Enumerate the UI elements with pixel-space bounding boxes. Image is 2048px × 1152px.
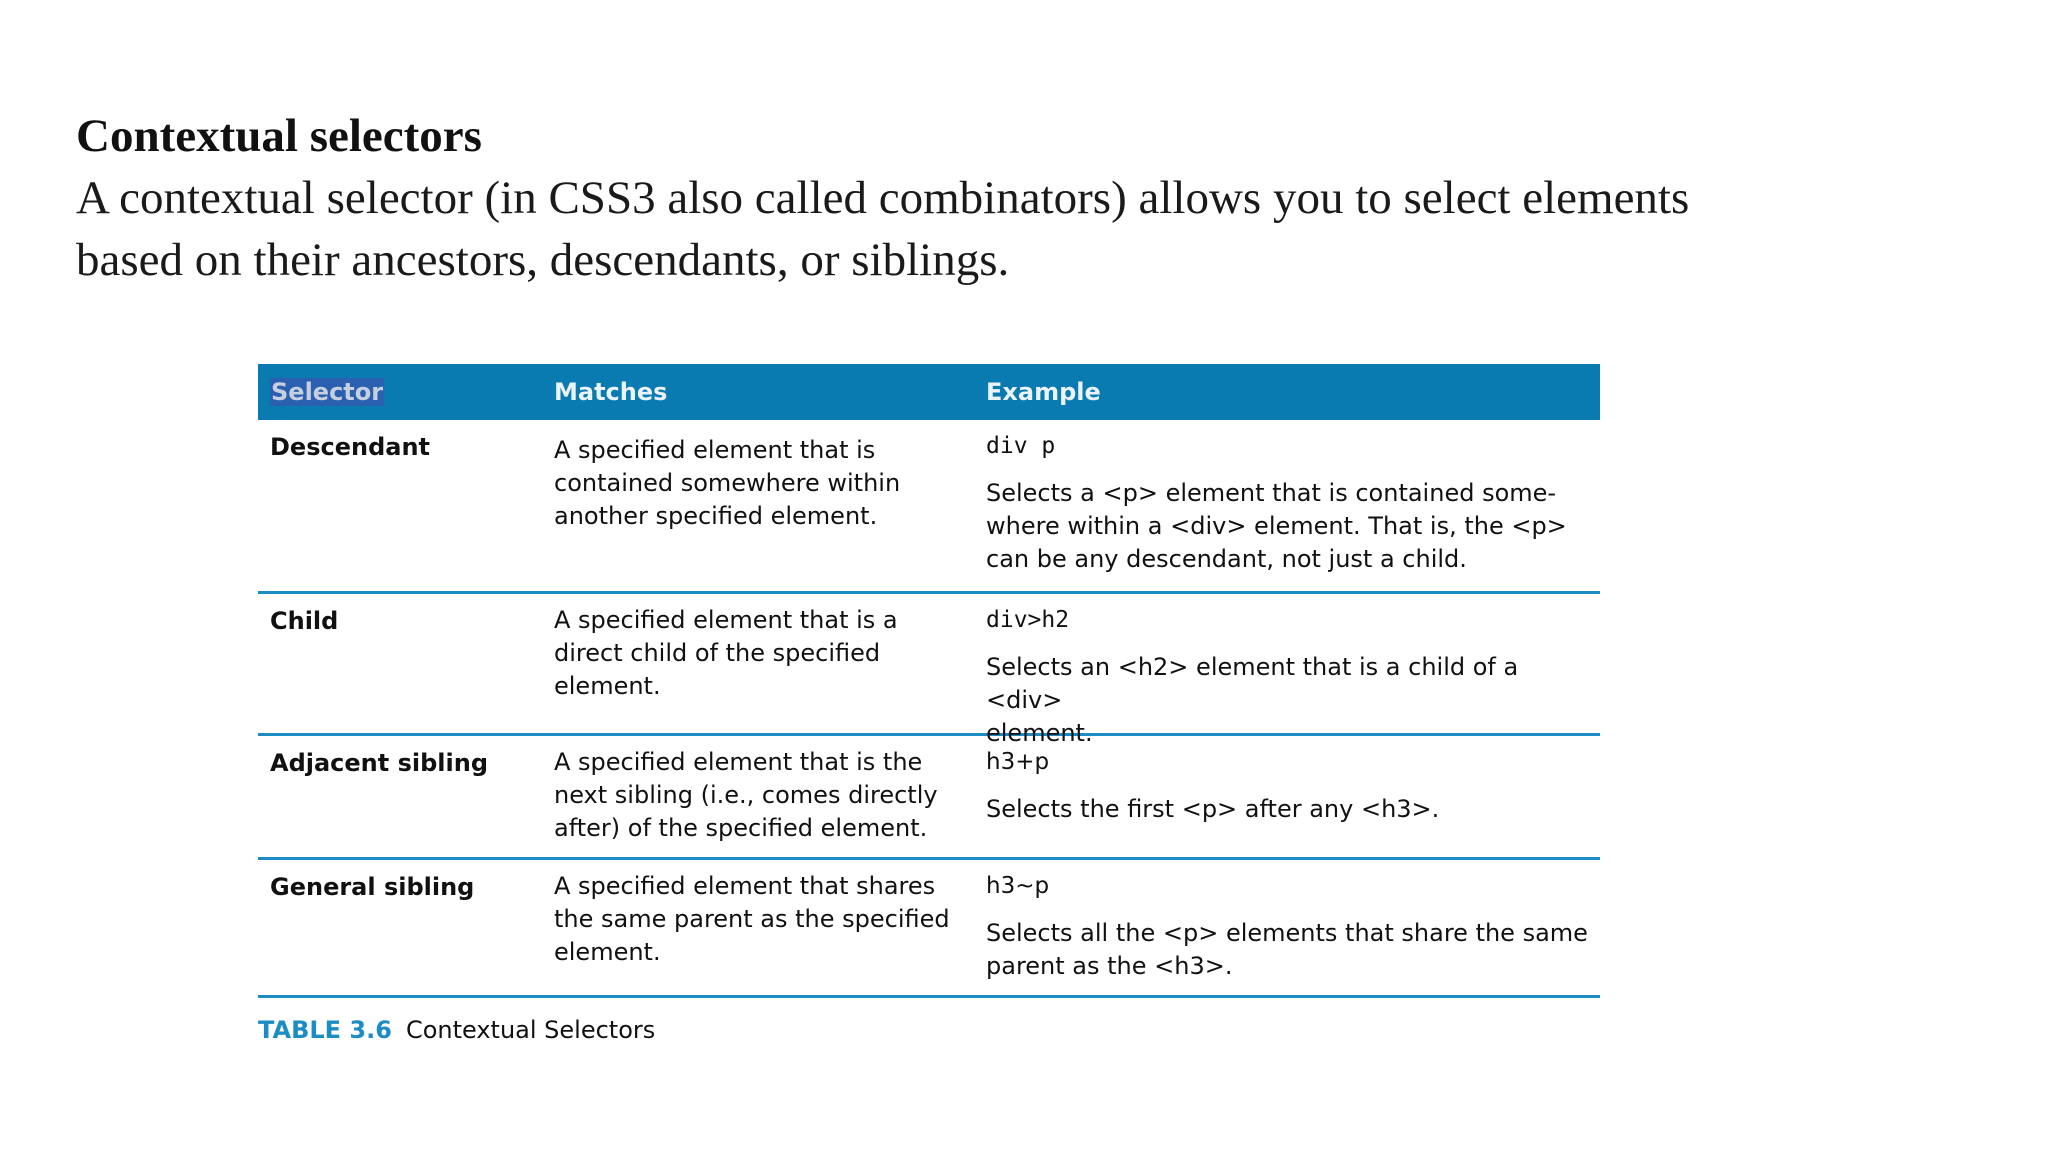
matches-line: element. <box>554 938 661 966</box>
example-line: parent as the <h3>. <box>986 952 1233 980</box>
table-caption <box>258 1016 1600 1044</box>
matches-line: another specified element. <box>554 502 878 530</box>
matches-line: next sibling (i.e., comes directly <box>554 781 938 809</box>
intro-line-2: based on their ancestors, descendants, or siblings. <box>76 234 1010 286</box>
table-caption-label: TABLE 3.6 <box>258 1016 392 1044</box>
row-matches <box>550 430 982 591</box>
example-code: h3+p <box>986 749 1050 775</box>
row-selector: General sibling <box>270 873 475 901</box>
example-line: Selects all the <p> elements that share the same <box>986 919 1588 947</box>
table-header <box>258 364 1600 420</box>
example-line: Selects the first <p> after any <h3>. <box>986 795 1440 823</box>
slide-text <box>76 105 1976 291</box>
matches-line: A specified element that is <box>554 436 876 464</box>
row-matches <box>550 870 982 995</box>
example-line: where within a <div> element. That is, the <p> <box>986 512 1567 540</box>
table-row <box>258 736 1600 860</box>
matches-line: the same parent as the specified <box>554 905 950 933</box>
header-matches: Matches <box>554 378 668 406</box>
table-caption-text: Contextual Selectors <box>405 1016 656 1044</box>
header-example: Example <box>986 378 1101 406</box>
contextual-selectors-table <box>258 364 1600 1044</box>
row-selector: Child <box>270 607 339 635</box>
example-line: element. <box>986 719 1093 747</box>
slide-heading: Contextual selectors <box>76 110 482 162</box>
matches-line: direct child of the specified <box>554 639 881 667</box>
table-row <box>258 594 1600 747</box>
row-example <box>982 430 1600 591</box>
table-row <box>258 860 1600 998</box>
row-matches <box>550 604 982 733</box>
example-code: div>h2 <box>986 607 1070 633</box>
matches-line: after) of the specified element. <box>554 814 928 842</box>
example-code: h3~p <box>986 873 1050 899</box>
example-code: div p <box>986 433 1056 459</box>
row-selector: Adjacent sibling <box>270 749 489 777</box>
intro-line-1: A contextual selector (in CSS3 also called combinators) allows you to select elements <box>76 172 1690 224</box>
row-matches <box>550 746 982 857</box>
matches-line: contained somewhere within <box>554 469 901 497</box>
row-example <box>982 746 1600 857</box>
header-selector-label: Selector <box>271 378 384 406</box>
row-example <box>982 604 1600 747</box>
matches-line: element. <box>554 672 661 700</box>
example-line: Selects a <p> element that is contained some- <box>986 479 1557 507</box>
matches-line: A specified element that is the <box>554 748 923 776</box>
row-example <box>982 870 1600 995</box>
matches-line: A specified element that is a <box>554 606 898 634</box>
example-line: can be any descendant, not just a child. <box>986 545 1467 573</box>
row-selector: Descendant <box>270 433 431 461</box>
matches-line: A specified element that shares <box>554 872 936 900</box>
table-row <box>258 420 1600 594</box>
example-line: Selects an <h2> element that is a child of a <div> <box>986 653 1519 714</box>
header-selector <box>258 378 550 406</box>
